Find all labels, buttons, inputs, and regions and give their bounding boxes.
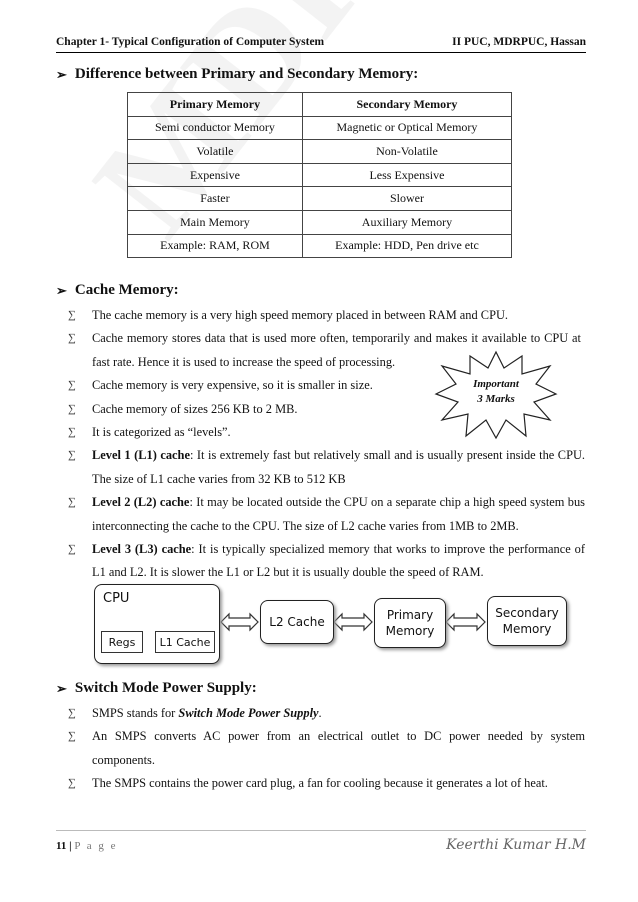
sigma-bullet-icon: ∑ — [68, 730, 76, 743]
list-item: ∑ SMPS stands for Switch Mode Power Supply. — [68, 702, 585, 725]
cpu-label: CPU — [103, 591, 130, 606]
table-row — [128, 116, 512, 140]
starburst-label: Important 3 Marks — [473, 378, 519, 405]
section-title: Cache Memory: — [74, 282, 179, 298]
sigma-bullet-icon: ∑ — [68, 332, 76, 345]
list-item: ∑ Level 3 (L3) cache: It is typically specialized memory that works to improve the performance of L1 and L2. It is slower the L1 or L2 but it is usually double the speed of RAM. — [68, 538, 585, 585]
cache-level-term: Level 1 (L1) cache — [92, 448, 190, 463]
header-institution: II PUC, MDRPUC, Hassan — [452, 36, 586, 48]
table-row — [128, 210, 512, 234]
table-cell: Magnetic or Optical Memory — [302, 116, 511, 140]
table-header-cell: Primary Memory — [128, 93, 303, 117]
list-item: ∑ Level 2 (L2) cache: It may be located outside the CPU on a separate chip a high speed system bus interconnecting the cache to the CPU. The size of L2 cache varies from 1MB to 2MB. — [68, 491, 585, 538]
sigma-bullet-icon: ∑ — [68, 426, 76, 439]
list-item: ∑ The SMPS contains the power card plug, a fan for cooling because it generates a lot of heat. — [68, 772, 585, 795]
header-chapter: Chapter 1- Typical Configuration of Computer System — [56, 36, 325, 48]
memory-hierarchy-diagram — [92, 582, 580, 670]
author-signature: Keerthi Kumar H.M — [446, 837, 586, 853]
list-item: ∑ The cache memory is a very high speed memory placed in between RAM and CPU. — [68, 304, 585, 327]
sigma-bullet-icon: ∑ — [68, 309, 76, 321]
page-footer — [56, 830, 586, 853]
table-cell: Expensive — [128, 163, 303, 187]
cache-level-term: Level 3 (L3) cache — [92, 542, 192, 557]
table-cell: Auxiliary Memory — [302, 210, 511, 234]
list-item: ∑ Cache memory stores data that is used more often, temporarily and makes it available to CPU at fast rate. Hence it is used to increase the speed of processing. — [68, 327, 585, 374]
sigma-bullet-icon: ∑ — [68, 543, 76, 556]
cache-bullet-list — [68, 304, 585, 585]
list-item: ∑ An SMPS converts AC power from an electrical outlet to DC power needed by system components. — [68, 725, 585, 772]
table-cell: Main Memory — [128, 210, 303, 234]
sigma-bullet-icon: ∑ — [68, 777, 76, 790]
table-cell: Faster — [128, 187, 303, 211]
arrow-bullet-icon: ➢ — [56, 282, 67, 298]
sigma-bullet-icon: ∑ — [68, 402, 76, 415]
table-cell: Example: HDD, Pen drive etc — [302, 234, 511, 258]
section-heading-cache — [56, 282, 179, 299]
memory-comparison-table — [127, 92, 512, 258]
l2-cache-box: L2 Cache — [260, 600, 334, 644]
important-starburst — [434, 350, 558, 440]
table-cell: Example: RAM, ROM — [128, 234, 303, 258]
cache-level-term: Level 2 (L2) cache — [92, 495, 190, 510]
page-header — [56, 36, 586, 53]
list-item: ∑ Cache memory is very expensive, so it is smaller in size. — [68, 374, 585, 397]
registers-box: Regs — [101, 631, 143, 653]
sigma-bullet-icon: ∑ — [68, 449, 76, 462]
l1-cache-box: L1 Cache — [155, 631, 215, 653]
table-row — [128, 140, 512, 164]
table-cell: Non-Volatile — [302, 140, 511, 164]
primary-memory-box: Primary Memory — [374, 598, 446, 648]
arrow-bullet-icon: ➢ — [56, 680, 67, 696]
cpu-box — [94, 584, 220, 664]
table-cell: Slower — [302, 187, 511, 211]
secondary-memory-box: Secondary Memory — [487, 596, 567, 646]
table-row — [128, 234, 512, 258]
table-header-row — [128, 93, 512, 117]
sigma-bullet-icon: ∑ — [68, 496, 76, 509]
table-row — [128, 187, 512, 211]
table-cell: Less Expensive — [302, 163, 511, 187]
table-header-cell: Secondary Memory — [302, 93, 511, 117]
sigma-bullet-icon: ∑ — [68, 379, 76, 392]
section-title: Difference between Primary and Secondary Memory: — [74, 66, 419, 82]
list-item: ∑ It is categorized as “levels”. — [68, 421, 585, 444]
table-row — [128, 163, 512, 187]
sigma-bullet-icon: ∑ — [68, 707, 76, 719]
arrow-bullet-icon: ➢ — [56, 66, 67, 82]
section-title: Switch Mode Power Supply: — [74, 680, 257, 696]
smps-term: Switch Mode Power Supply — [178, 706, 319, 720]
list-item: ∑ Level 1 (L1) cache: It is extremely fast but relatively small and is usually present inside the CPU. The size of L1 cache varies from 32 KB to 512 KB — [68, 444, 585, 491]
section-heading-difference — [56, 66, 418, 83]
smps-bullet-list — [68, 702, 585, 796]
section-heading-smps — [56, 680, 257, 697]
table-cell: Semi conductor Memory — [128, 116, 303, 140]
page-number: 11 | P a g e — [56, 840, 118, 852]
table-cell: Volatile — [128, 140, 303, 164]
list-item: ∑ Cache memory of sizes 256 KB to 2 MB. — [68, 398, 585, 421]
